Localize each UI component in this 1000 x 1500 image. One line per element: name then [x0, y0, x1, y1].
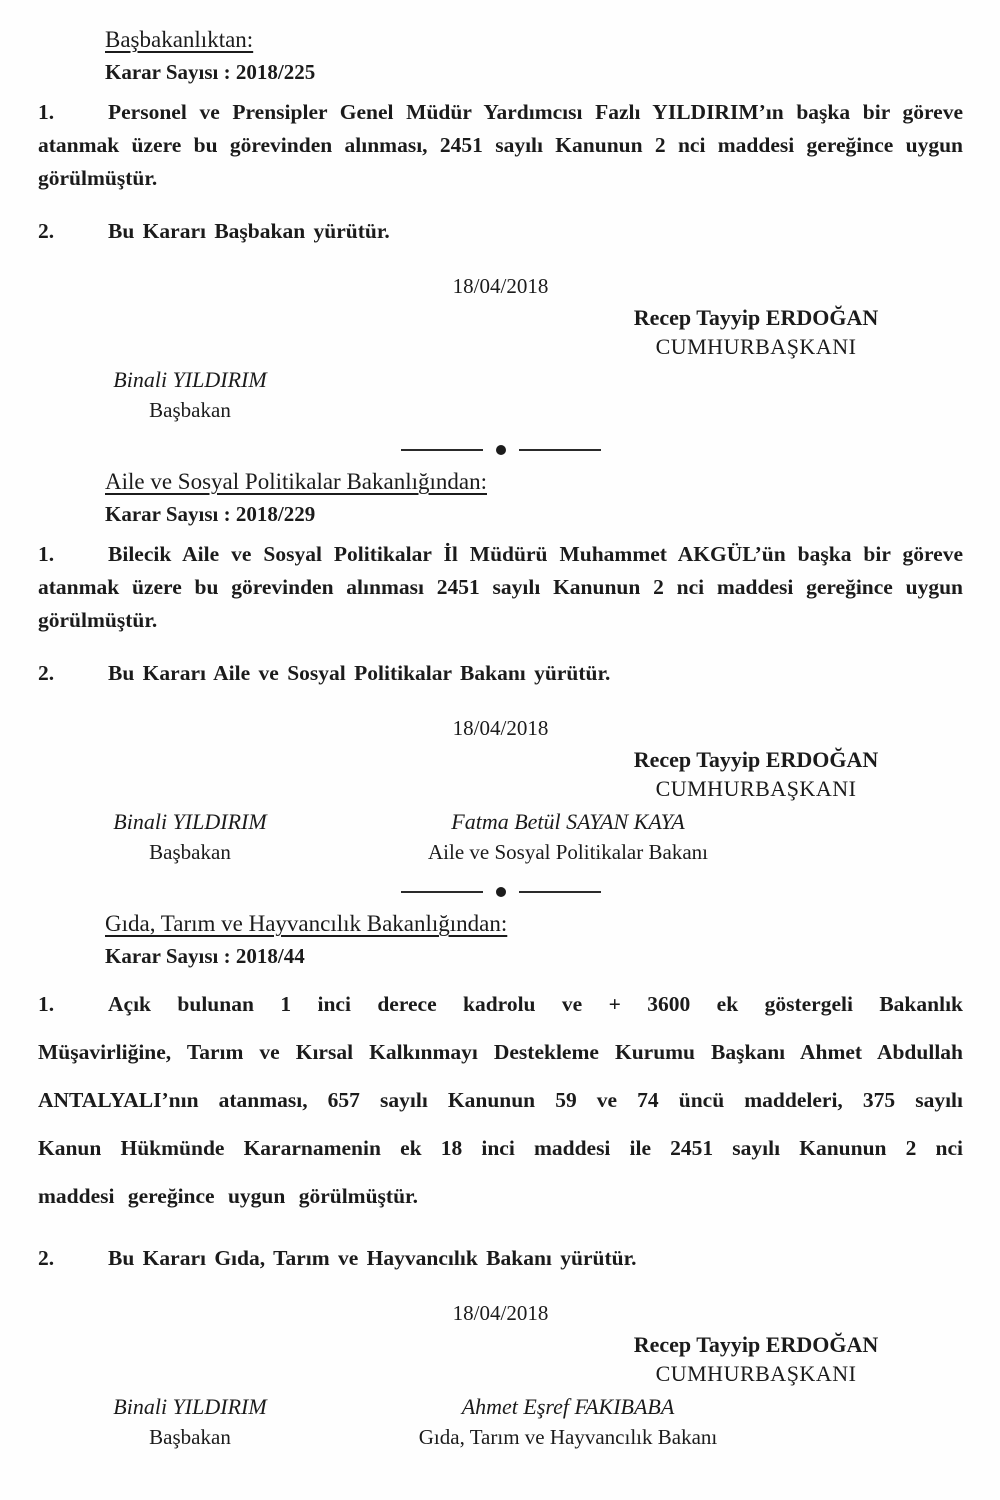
president-name: Recep Tayyip ERDOĞAN — [633, 1332, 879, 1357]
divider-line — [401, 891, 483, 893]
item-number: 2. — [38, 1246, 55, 1270]
signers-row — [38, 365, 963, 429]
decision-item — [38, 538, 963, 637]
item-number: 1. — [38, 100, 55, 124]
signer-title: Aile ve Sosyal Politikalar Bakanı — [428, 840, 708, 864]
ministry-heading: Gıda, Tarım ve Hayvancılık Bakanlığından: — [105, 911, 508, 936]
item-text: Bu Kararı Gıda, Tarım ve Hayvancılık Bakanı yürütür. — [108, 1246, 637, 1270]
section-divider — [38, 445, 963, 455]
signer-title: Gıda, Tarım ve Hayvancılık Bakanı — [418, 1425, 718, 1449]
item-number: 1. — [38, 542, 55, 566]
decision-number: Karar Sayısı : 2018/229 — [105, 502, 316, 526]
president-title: CUMHURBAŞKANI — [655, 334, 857, 359]
decision-item — [38, 980, 963, 1220]
decision-item — [38, 1242, 963, 1275]
president-signature-block — [606, 745, 906, 803]
signer-name: Fatma Betül SAYAN KAYA — [451, 809, 685, 834]
decision-number: Karar Sayısı : 2018/44 — [105, 944, 305, 968]
decision-item — [38, 96, 963, 195]
ministry-heading: Başbakanlıktan: — [105, 27, 254, 52]
signer-name: Ahmet Eşref FAKIBABA — [461, 1394, 675, 1419]
decision-section-2 — [38, 467, 963, 871]
item-text: Bu Kararı Başbakan yürütür. — [108, 219, 390, 243]
item-number: 2. — [38, 661, 55, 685]
item-number: 1. — [38, 992, 55, 1016]
item-text: Bilecik Aile ve Sosyal Politikalar İl Müdürü Muhammet AKGÜL’ün başka bir göreve atanmak üzere bu görevinden alınması 2451 sayılı Kanunun 2 nci maddesi gereğince uygun görülmüştür. — [38, 542, 963, 632]
item-text: Bu Kararı Aile ve Sosyal Politikalar Bakanı yürütür. — [108, 661, 611, 685]
signers-row — [38, 807, 963, 871]
signers-row — [38, 1392, 963, 1456]
decision-date: 18/04/2018 — [452, 1301, 549, 1325]
signer-name: Binali YILDIRIM — [113, 809, 267, 834]
signer-block — [85, 365, 295, 425]
signer-title: Başbakan — [149, 398, 231, 422]
decision-section-3 — [38, 909, 963, 1456]
signer-block — [85, 1392, 295, 1452]
decision-item — [38, 657, 963, 690]
signer-name: Binali YILDIRIM — [113, 1394, 267, 1419]
divider-line — [519, 891, 601, 893]
president-title: CUMHURBAŞKANI — [655, 1361, 857, 1386]
divider-dot — [496, 887, 506, 897]
signer-title: Başbakan — [149, 840, 231, 864]
divider-line — [519, 449, 601, 451]
item-number: 2. — [38, 219, 55, 243]
divider-dot — [496, 445, 506, 455]
item-text: Açık bulunan 1 inci derece kadrolu ve + 3600 ek göstergeli Bakanlık Müşavirliğine, Tarım ve Kırsal Kalkınmayı Destekleme Kurumu Başkanı Ahmet Abdullah ANTALYALI’nın atanması, 657 sayılı Kanunun 59 ve 74 üncü maddeleri, 375 sayılı Kanun Hükmünde Kararnamenin ek 18 inci maddesi ile 2451 sayılı Kanunun 2 nci maddesi gereğince uygun görülmüştür. — [38, 992, 963, 1208]
decision-number: Karar Sayısı : 2018/225 — [105, 60, 316, 84]
signer-block — [378, 1392, 758, 1452]
section-divider — [38, 887, 963, 897]
signer-block — [85, 807, 295, 867]
signer-block — [378, 807, 758, 867]
decision-section-1 — [38, 25, 963, 429]
president-signature-block — [606, 1330, 906, 1388]
president-title: CUMHURBAŞKANI — [655, 776, 857, 801]
decision-date: 18/04/2018 — [452, 274, 549, 298]
signer-title: Başbakan — [149, 1425, 231, 1449]
president-name: Recep Tayyip ERDOĞAN — [633, 747, 879, 772]
president-name: Recep Tayyip ERDOĞAN — [633, 305, 879, 330]
ministry-heading: Aile ve Sosyal Politikalar Bakanlığından: — [105, 469, 487, 494]
decision-item — [38, 215, 963, 248]
item-text: Personel ve Prensipler Genel Müdür Yardımcısı Fazlı YILDIRIM’ın başka bir göreve atanmak üzere bu görevinden alınması, 2451 sayılı Kanunun 2 nci maddesi gereğince uygun görülmüştür. — [38, 100, 963, 190]
signer-name: Binali YILDIRIM — [113, 367, 267, 392]
president-signature-block — [606, 303, 906, 361]
decision-date: 18/04/2018 — [452, 716, 549, 740]
divider-line — [401, 449, 483, 451]
